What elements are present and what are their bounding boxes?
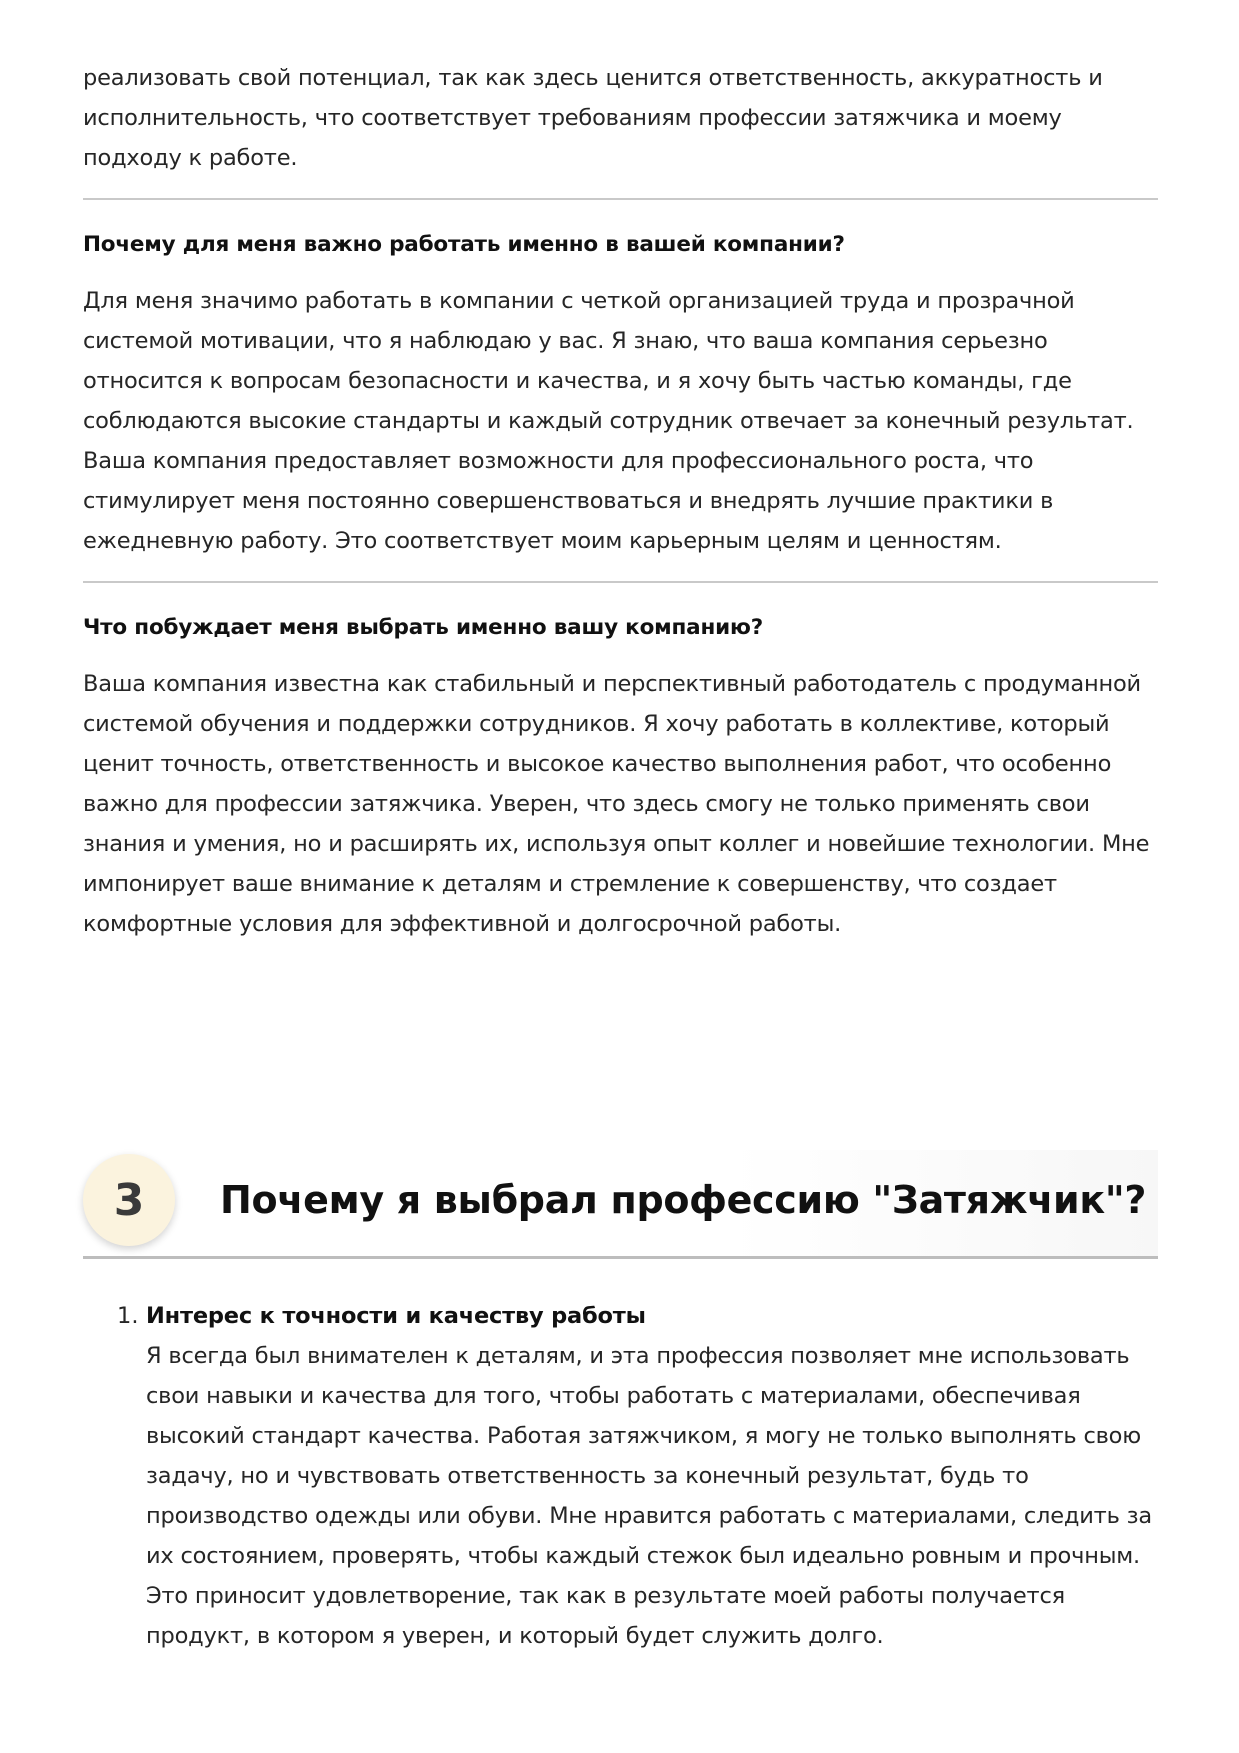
question-heading: Что побуждает меня выбрать именно вашу компанию? bbox=[83, 615, 763, 640]
section-divider bbox=[83, 198, 1158, 200]
list-item-number: 1. bbox=[117, 1303, 139, 1329]
question-answer: Ваша компания известна как стабильный и перспективный работодатель с продуманной системой обучения и поддержки сотрудников. Я хочу работать в коллективе, который ценит точность, ответственность и высокое качество выполнения работ, что особенно важно для профессии затяжчика. Уверен, что здесь смогу не только применять свои знания и умения, но и расширять их, используя опыт коллег и новейшие технологии. Мне импонирует ваше внимание к деталям и стремление к совершенству, что создает комфортные условия для эффективной и долгосрочной работы. bbox=[83, 671, 1150, 937]
section-title: Почему я выбрал профессию "Затяжчик"? bbox=[220, 1178, 1147, 1222]
section-header-rule bbox=[83, 1256, 1158, 1259]
reasons-list bbox=[83, 1296, 1158, 1656]
list-item bbox=[83, 1296, 1158, 1656]
list-item-title: Интерес к точности и качеству работы bbox=[146, 1303, 646, 1329]
question-answer: Для меня значимо работать в компании с четкой организацией труда и прозрачной системой мотивации, что я наблюдаю у вас. Я знаю, что ваша компания серьезно относится к вопросам безопасности и качества, и я хочу быть частью команды, где соблюдаются высокие стандарты и каждый сотрудник отвечает за конечный результат. Ваша компания предоставляет возможности для профессионального роста, что стимулирует меня постоянно совершенствоваться и внедрять лучшие практики в ежедневную работу. Это соответствует моим карьерным целям и ценностям. bbox=[83, 288, 1134, 554]
section-number-badge: 3 bbox=[83, 1154, 175, 1246]
section-header bbox=[83, 1150, 1158, 1258]
document-body bbox=[83, 58, 1158, 944]
question-heading: Почему для меня важно работать именно в вашей компании? bbox=[83, 232, 845, 257]
list-item-text: Я всегда был внимателен к деталям, и эта профессия позволяет мне использовать свои навыки и качества для того, чтобы работать с материалами, обеспечивая высокий стандарт качества. Работая затяжчиком, я могу не только выполнять свою задачу, но и чувствовать ответственность за конечный результат, будь то производство одежды или обуви. Мне нравится работать с материалами, следить за их состоянием, проверять, чтобы каждый стежок был идеально ровным и прочным. Это приносит удовлетворение, так как в результате моей работы получается продукт, в котором я уверен, и который будет служить долго. bbox=[146, 1343, 1152, 1649]
section-divider bbox=[83, 581, 1158, 583]
intro-paragraph: реализовать свой потенциал, так как здесь ценится ответственность, аккуратность и исполнительность, что соответствует требованиям профессии затяжчика и моему подходу к работе. bbox=[83, 65, 1103, 171]
